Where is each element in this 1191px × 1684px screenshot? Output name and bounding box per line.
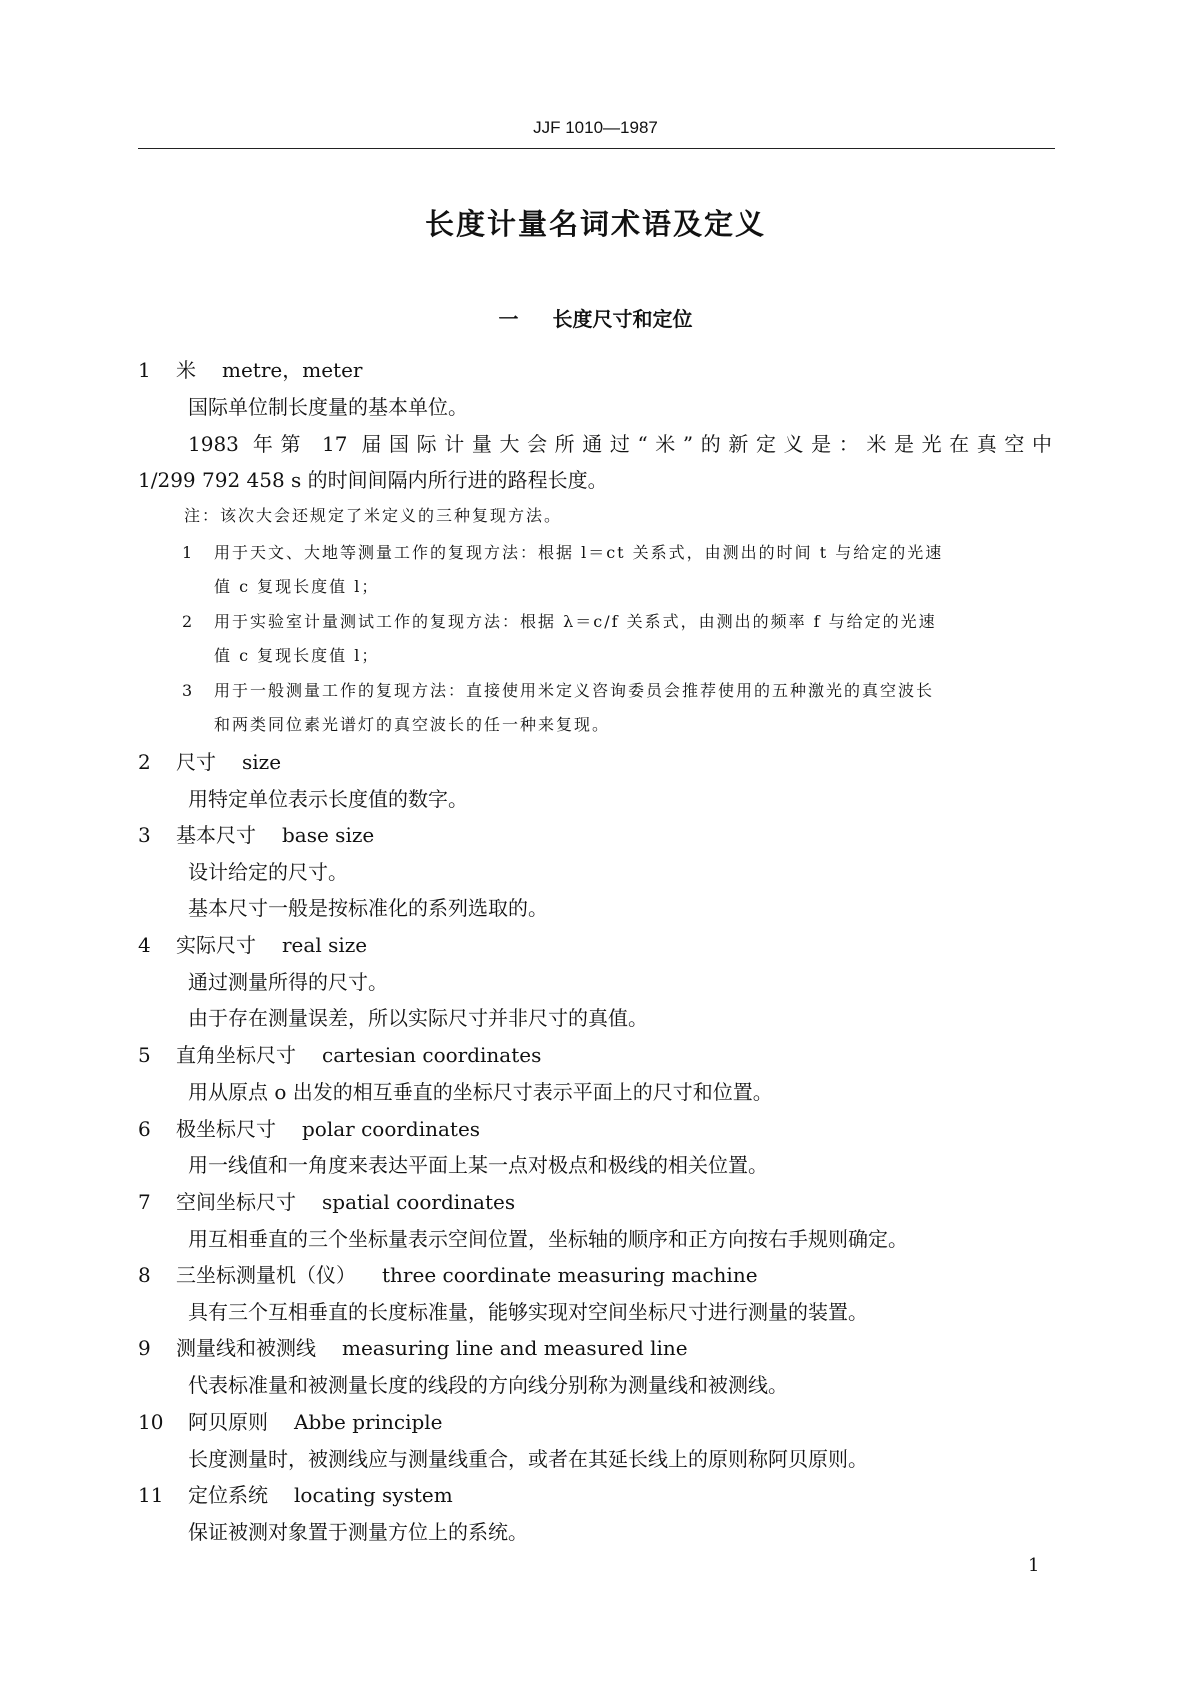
- term-chinese: 尺寸: [176, 750, 216, 774]
- term-number: 1: [138, 358, 151, 382]
- term-definition: 用从原点 o 出发的相互垂直的坐标尺寸表示平面上的尺寸和位置。: [188, 1080, 773, 1104]
- document-title: 长度计量名词术语及定义: [424, 207, 766, 241]
- term-chinese: 米: [176, 358, 196, 382]
- term-chinese: 直角坐标尺寸: [176, 1043, 296, 1067]
- note-item-continuation: 值 c 复现长度值 l；: [214, 577, 380, 596]
- term-english: real size: [282, 933, 368, 957]
- term-english: metre，meter: [222, 358, 363, 382]
- term-english: locating system: [294, 1483, 453, 1507]
- term-chinese: 空间坐标尺寸: [176, 1190, 296, 1214]
- term-definition: 1/299 792 458 s 的时间间隔内所行进的路程长度。: [138, 468, 608, 492]
- note-item-continuation: 和两类同位素光谱灯的真空波长的任一种来复现。: [214, 715, 611, 734]
- term-8: [138, 1262, 758, 1288]
- term-number: 3: [138, 823, 151, 847]
- term-number: 6: [138, 1117, 151, 1141]
- term-chinese: 三坐标测量机（仪）: [176, 1263, 356, 1287]
- note-heading: 注：该次大会还规定了米定义的三种复现方法。: [184, 506, 563, 525]
- term-3: [138, 822, 374, 848]
- section-heading: [0, 303, 1191, 332]
- section-title: 长度尺寸和定位: [552, 307, 693, 331]
- term-chinese: 基本尺寸: [176, 823, 256, 847]
- note-item-text: 用于天文、大地等测量工作的复现方法：根据 l＝ct 关系式，由测出的时间 t 与给定的光速: [214, 543, 944, 562]
- term-definition: 设计给定的尺寸。: [188, 860, 348, 884]
- term-number: 5: [138, 1043, 151, 1067]
- term-4: [138, 932, 367, 958]
- term-chinese: 实际尺寸: [176, 933, 256, 957]
- header-rule: [138, 148, 1055, 149]
- note-item-number: 2: [182, 612, 195, 631]
- term-chinese: 测量线和被测线: [176, 1336, 316, 1360]
- section-number: 一: [498, 307, 519, 331]
- term-definition: 1983 年第 17 届国际计量大会所通过“米”的新定义是：米是光在真空中: [188, 432, 1052, 456]
- note-item-1: [182, 542, 1054, 564]
- term-definition: 用特定单位表示长度值的数字。: [188, 787, 468, 811]
- note-item-3: [182, 680, 1054, 702]
- term-11: [138, 1482, 453, 1508]
- term-definition: 基本尺寸一般是按标准化的系列选取的。: [188, 896, 548, 920]
- note-item-number: 3: [182, 681, 195, 700]
- term-number: 9: [138, 1336, 151, 1360]
- term-definition: 由于存在测量误差，所以实际尺寸并非尺寸的真值。: [188, 1006, 648, 1030]
- term-definition: 长度测量时，被测线应与测量线重合，或者在其延长线上的原则称阿贝原则。: [188, 1447, 868, 1471]
- running-header: JJF 1010—1987: [533, 118, 658, 137]
- term-definition: 保证被测对象置于测量方位上的系统。: [188, 1520, 528, 1544]
- term-english: cartesian coordinates: [322, 1043, 542, 1067]
- term-english: base size: [282, 823, 375, 847]
- term-6: [138, 1116, 480, 1142]
- term-definition: 用一线值和一角度来表达平面上某一点对极点和极线的相关位置。: [188, 1153, 768, 1177]
- term-definition: 国际单位制长度量的基本单位。: [188, 395, 468, 419]
- term-10: [138, 1409, 443, 1435]
- term-chinese: 极坐标尺寸: [176, 1117, 276, 1141]
- term-chinese: 定位系统: [188, 1483, 268, 1507]
- term-7: [138, 1189, 515, 1215]
- term-english: spatial coordinates: [322, 1190, 516, 1214]
- term-number: 2: [138, 750, 151, 774]
- term-number: 11: [138, 1483, 164, 1507]
- term-english: size: [242, 750, 282, 774]
- note-item-number: 1: [182, 543, 195, 562]
- term-chinese: 阿贝原则: [188, 1410, 268, 1434]
- term-english: three coordinate measuring machine: [382, 1263, 758, 1287]
- term-9: [138, 1335, 688, 1361]
- term-2: [138, 749, 281, 775]
- term-english: polar coordinates: [302, 1117, 481, 1141]
- note-item-continuation: 值 c 复现长度值 l；: [214, 646, 380, 665]
- term-english: Abbe principle: [294, 1410, 443, 1434]
- term-1: [138, 357, 362, 383]
- term-definition: 具有三个互相垂直的长度标准量，能够实现对空间坐标尺寸进行测量的装置。: [188, 1300, 868, 1324]
- term-number: 8: [138, 1263, 151, 1287]
- term-number: 7: [138, 1190, 151, 1214]
- term-number: 4: [138, 933, 151, 957]
- term-english: measuring line and measured line: [342, 1336, 688, 1360]
- note-item-text: 用于实验室计量测试工作的复现方法：根据 λ＝c/f 关系式，由测出的频率 f 与给定的光速: [214, 612, 937, 631]
- note-item-2: [182, 611, 1054, 633]
- note-item-text: 用于一般测量工作的复现方法：直接使用米定义咨询委员会推荐使用的五种激光的真空波长: [214, 681, 935, 700]
- term-definition: 通过测量所得的尺寸。: [188, 970, 388, 994]
- term-definition: 代表标准量和被测量长度的线段的方向线分别称为测量线和被测线。: [188, 1373, 788, 1397]
- term-definition: 用互相垂直的三个坐标量表示空间位置，坐标轴的顺序和正方向按右手规则确定。: [188, 1227, 908, 1251]
- page-number: 1: [1028, 1555, 1040, 1576]
- term-number: 10: [138, 1410, 164, 1434]
- term-5: [138, 1042, 541, 1068]
